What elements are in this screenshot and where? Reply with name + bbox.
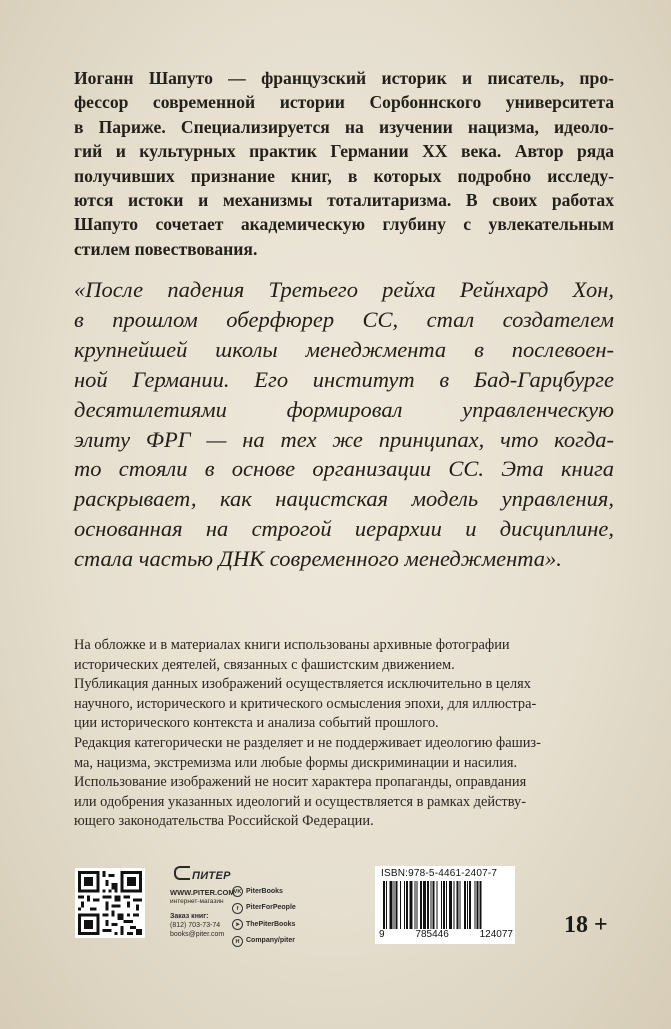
publisher-info [162,866,362,956]
isbn-number: ISBN:978-5-4461-2407-7 [381,868,498,879]
barcode-bar [420,881,422,929]
barcode-bar [467,881,468,929]
legal-disclaimer [74,636,614,832]
quote-line: «После падения Третьего рейха Рейнхард Хон, [74,277,614,302]
piter-logo-icon [174,866,190,880]
bio-line: получивших признание книг, в которых подробно исследу- [74,165,614,186]
isbn-barcode [375,866,515,944]
hh-icon: H [232,936,243,947]
bio-line: гий и культурных практик Германии XX века. Автор ряда [74,141,614,162]
legal-line: На обложке и в материалах книги использованы архивные фотографии [74,637,510,653]
publisher-name: ПИТЕР [192,870,231,882]
ean-digit-group: 785446 [415,929,449,940]
ean-digit-group: 9 [379,929,385,940]
qr-code-graphic [78,871,142,935]
barcode-bar [480,881,482,929]
legal-line: научного, исторического и критического осмысления эпохи, для иллюстра- [74,695,537,712]
barcode-bar [441,881,442,929]
quote-line: десятилетиями формировал управленческую [74,396,614,422]
order-heading: Заказ книг: [170,913,209,920]
bio-line: Шапуто сочетает академическую глубину с увлекательным [74,214,614,235]
legal-line: ции исторического контекста и анализа событий прошлого. [74,715,439,732]
barcode-bar [427,881,429,929]
barcode-bar [460,881,461,929]
bio-line: ются истоки и механизмы тоталитаризма. В своих работах [74,190,614,211]
barcode-bar [417,881,418,929]
barcode-bar [443,881,445,929]
bio-line: стилем повествования. [74,238,258,259]
quote-line: в прошлом оберфюрер СС, стал создателем [74,306,614,332]
barcode-bar [394,881,395,929]
website-caption: интернет-магазин [170,898,224,905]
quote-line: крупнейшей школы менеджмента в послевоен- [74,336,614,362]
legal-line: Редакция категорически не разделяет и не поддерживает идеологию фашиз- [74,734,541,751]
legal-line: ма, нацизма, экстремизма или любые формы дискриминации и насилия. [74,754,518,771]
social-label: Company/piter [246,937,296,945]
facebook-icon: f [232,903,243,914]
book-blurb-quote [74,275,614,574]
social-label: ThePiterBooks [246,920,296,928]
telegram-icon: ➤ [232,919,243,930]
legal-line: исторических деятелей, связанных с фашистским движением. [74,656,455,673]
qr-code [75,868,145,938]
quote-line: раскрывает, как нацистская модель управления, [74,486,614,512]
author-bio [74,66,614,261]
barcode-bar [430,881,431,929]
age-rating: 18 + [564,912,608,938]
barcode-bar [383,881,385,929]
legal-line: Использование изображений не носит характера пропаганды, оправдания [74,774,527,791]
quote-line: то стояли в основе организации СС. Эта книга [74,456,614,482]
barcode-bar [469,881,471,929]
order-email[interactable]: books@piter.com [170,931,225,938]
barcode-bar [415,881,416,929]
barcode-bar [474,881,475,929]
barcode-bar [437,881,438,929]
barcode-bar [404,881,405,929]
vk-icon: VK [232,886,243,897]
publisher-website[interactable]: WWW.PITER.COM [170,888,235,897]
barcode-bars [381,881,509,929]
bio-line: фессор современной истории Сорбоннского университета [74,92,614,113]
bio-line: Иоганн Шапуто — французский историк и писатель, про- [74,68,614,88]
barcode-bar [400,881,401,929]
quote-line: стала частью ДНК современного менеджмента». [74,546,562,572]
order-phone: (812) 703-73-74 [170,922,221,929]
barcode-bar [453,881,454,929]
piter-logo [174,866,231,882]
barcode-bar [432,881,434,929]
social-label: PiterBooks [246,887,283,895]
barcode-bar [457,881,459,929]
order-contacts [170,912,224,939]
barcode-bar [449,881,452,929]
barcode-bar [446,881,447,929]
legal-line: или одобрения указанных идеологий и осуществляется в рамках действу- [74,793,527,810]
barcode-bar [476,881,478,929]
ean-digits [379,929,513,940]
quote-line: элиту ФРГ — на тех же принципах, что когда- [74,426,614,452]
quote-line: основанная на строгой иерархии и дисциплине, [74,516,614,542]
barcode-bar [409,881,412,929]
barcode-bar [389,881,392,929]
barcode-bar [386,881,387,929]
barcode-bar [423,881,426,929]
quote-line: ной Германии. Его институт в Бад-Гарцбурге [74,366,614,392]
barcode-bar [396,881,398,929]
social-label: PiterForPeople [246,904,296,912]
barcode-bar [406,881,408,929]
barcode-bar [464,881,466,929]
legal-line: Публикация данных изображений осуществляется исключительно в целях [74,676,531,693]
ean-digit-group: 124077 [479,929,513,940]
bio-line: в Париже. Специализируется на изучении нацизма, идеоло- [74,116,614,137]
legal-line: ющего законодательства Российской Федерации. [74,813,374,830]
